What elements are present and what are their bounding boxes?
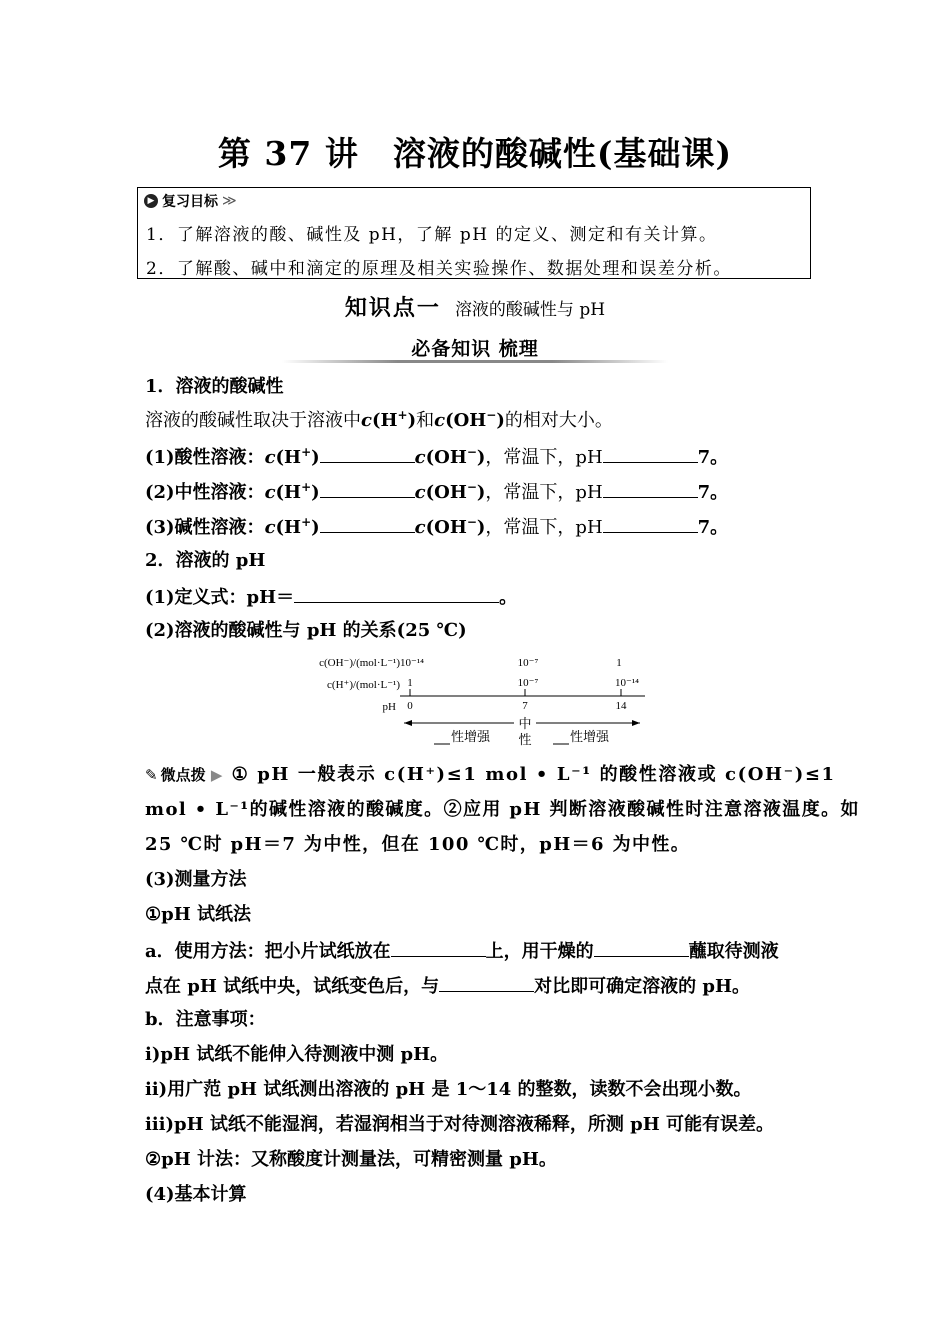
base-blank-1[interactable] <box>320 514 415 533</box>
knowledge-point-label: 知识点一 <box>344 296 441 321</box>
page-title <box>0 128 950 175</box>
section-2-heading: 2．溶液的 pH <box>145 550 266 571</box>
goal-item-2: 2．了解酸、碱中和滴定的原理及相关实验操作、数据处理和误差分析。 <box>146 259 732 279</box>
usage-blank-2[interactable] <box>594 938 689 957</box>
subsection-banner <box>282 334 668 364</box>
intro-text-c: 的相对大小。 <box>504 410 613 431</box>
usage-line-2: 点在 pH 试纸中央，试纸变色后，与 对比即可确定溶液的 pH。 <box>145 973 750 999</box>
tip-line-3: 25 ℃时 pH＝7 为中性，但在 100 ℃时，pH＝6 为中性。 <box>145 834 691 855</box>
neutral-solution-line: (2)中性溶液：c(H+) c(OH−)，常温下，pH 7。 <box>145 480 729 503</box>
neutral-blank-2[interactable] <box>603 479 698 498</box>
section-4-heading: (4)基本计算 <box>145 1184 247 1205</box>
review-goals-header <box>144 191 237 211</box>
lecture-number: 第 37 讲 <box>217 134 359 173</box>
intro-text-a: 溶液的酸碱性取决于溶液中 <box>145 410 361 431</box>
right-scale-text: 性增强 <box>570 729 610 744</box>
oh-value-14: 1 <box>616 657 622 669</box>
usage-blank-3[interactable] <box>439 973 534 992</box>
tip-badge <box>145 763 222 787</box>
ph-value-0: 0 <box>407 700 413 712</box>
usage-line-1: a．使用方法：把小片试纸放在 上，用干燥的 蘸取待测液 <box>145 938 779 964</box>
h-value-0: 1 <box>407 677 413 689</box>
knowledge-point-name: 溶液的酸碱性与 pH <box>454 300 606 320</box>
ph-relation-heading: (2)溶液的酸碱性与 pH 的关系(25 ℃) <box>145 620 467 641</box>
tip-label: 微点拨 <box>160 766 206 784</box>
ph-value-14: 14 <box>615 700 627 712</box>
review-goals-box <box>137 187 811 279</box>
tip-line-2: mol • L⁻¹的碱性溶液的酸碱度。②应用 pH 判断溶液酸碱性时注意溶液温度。如 <box>145 799 860 820</box>
note-iii: ⅲ)pH 试纸不能湿润，若湿润相当于对待测溶液稀释，所测 pH 可能有误差。 <box>145 1114 775 1135</box>
c-oh-term: c(OH−) <box>434 408 505 431</box>
usage-blank-1[interactable] <box>391 938 486 957</box>
goal-item-1: 1．了解溶液的酸、碱性及 pH，了解 pH 的定义、测定和有关计算。 <box>146 225 718 245</box>
left-scale-text: 性增强 <box>451 729 491 744</box>
h-value-7: 10⁻⁷ <box>517 677 539 689</box>
play-icon: ▶ <box>144 194 158 208</box>
lecture-topic: 溶液的酸碱性(基础课) <box>392 134 733 173</box>
ph-scale-diagram <box>300 650 650 750</box>
method-2-line: ②pH 计法：又称酸度计测量法，可精密测量 pH。 <box>145 1149 557 1170</box>
note-ii: ⅱ)用广范 pH 试纸测出溶液的 pH 是 1～14 的整数，读数不会出现小数。 <box>145 1079 752 1100</box>
section-1-intro <box>145 409 613 433</box>
base-blank-2[interactable] <box>603 514 698 533</box>
section-3-heading: (3)测量方法 <box>145 869 247 890</box>
neutral-blank-1[interactable] <box>320 479 415 498</box>
note-i: ⅰ)pH 试纸不能伸入待测液中测 pH。 <box>145 1044 449 1065</box>
intro-text-b: 和 <box>416 410 435 431</box>
oh-axis-label: c(OH⁻)/(mol·L⁻¹) <box>319 657 400 669</box>
ph-value-7: 7 <box>522 700 528 712</box>
acid-blank-1[interactable] <box>320 444 415 463</box>
h-axis-label: c(H⁺)/(mol·L⁻¹) <box>327 679 400 691</box>
oh-value-7: 10⁻⁷ <box>517 657 539 669</box>
subsection-title: 必备知识 梳理 <box>411 338 539 360</box>
acid-solution-line: (1)酸性溶液：c(H+) c(OH−)，常温下，pH 7。 <box>145 445 729 468</box>
h-value-14: 10⁻¹⁴ <box>615 677 639 689</box>
right-arrowhead-icon <box>632 720 640 726</box>
base-solution-line: (3)碱性溶液：c(H+) c(OH−)，常温下，pH 7。 <box>145 515 729 538</box>
play-icon: ▶ <box>205 766 223 784</box>
left-arrowhead-icon <box>404 720 412 726</box>
tip-line-1 <box>145 763 836 787</box>
oh-value-0: 10⁻¹⁴ <box>400 657 424 669</box>
edit-icon: ✎ <box>145 766 161 784</box>
notes-heading: b．注意事项： <box>145 1009 266 1030</box>
ph-axis-label: pH <box>382 701 396 713</box>
subsection-rule <box>282 360 668 363</box>
section-1-heading: 1．溶液的酸碱性 <box>145 376 284 397</box>
knowledge-point-heading <box>0 291 950 322</box>
tip-text-1: ① pH 一般表示 c(H⁺)≤1 mol • L⁻¹ 的酸性溶液或 c(OH⁻)≤1 <box>231 764 836 785</box>
ph-definition-line: (1)定义式：pH＝ 。 <box>145 584 517 610</box>
neutral-label-bottom: 性 <box>518 732 532 747</box>
c-h-term: c(H+) <box>361 408 417 431</box>
neutral-label-top: 中 <box>518 716 532 731</box>
method-1-heading: ①pH 试纸法 <box>145 904 251 925</box>
acid-blank-2[interactable] <box>603 444 698 463</box>
review-goals-label: 复习目标 <box>162 194 218 210</box>
ph-definition-blank[interactable] <box>294 584 499 603</box>
double-chevron-icon: ≫ <box>222 193 237 209</box>
